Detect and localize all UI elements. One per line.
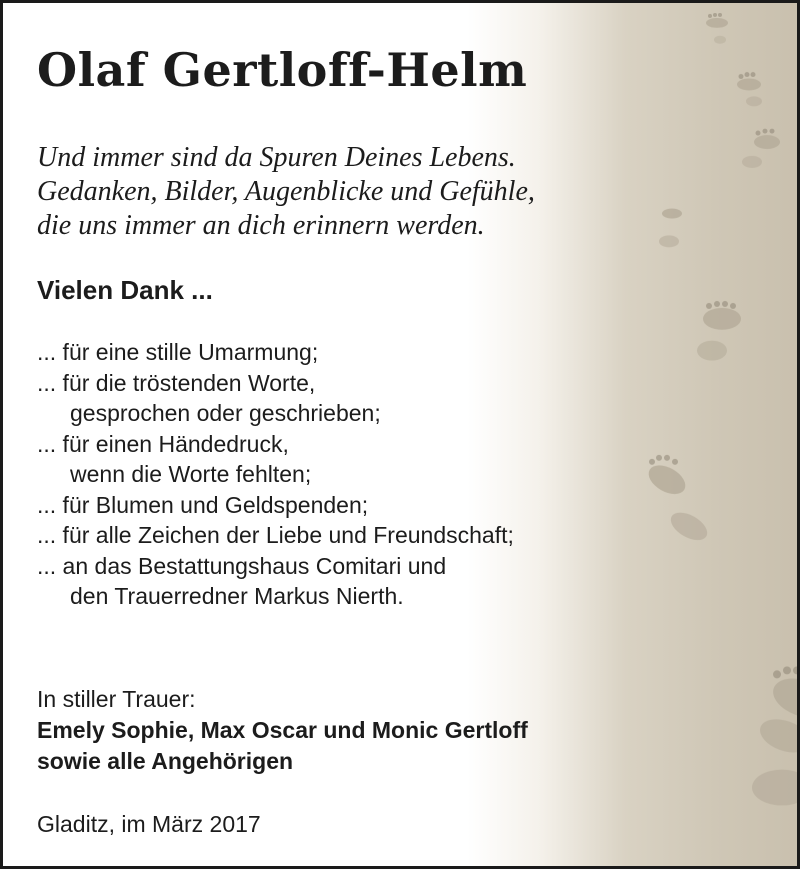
thanks-heading: Vielen Dank ... — [37, 275, 213, 305]
mourning-label: In stiller Trauer: — [37, 686, 196, 712]
thanks-item — [37, 551, 514, 612]
thanks-line: ... an das Bestattungshaus Comitari und — [37, 552, 447, 579]
deceased-name: Olaf Gertloff-Helm — [37, 43, 528, 97]
thanks-line: ... für einen Händedruck, — [37, 430, 289, 457]
mourner-names: Emely Sophie, Max Oscar und Monic Gertloff — [37, 717, 528, 743]
thanks-item — [37, 520, 514, 551]
mourning-section — [37, 684, 528, 777]
thanks-line: ... für alle Zeichen der Liebe und Freundschaft; — [37, 522, 514, 548]
thanks-continuation: gesprochen oder geschrieben; — [70, 400, 381, 426]
thanks-item — [37, 368, 514, 429]
thanks-continuation: wenn die Worte fehlten; — [70, 461, 312, 487]
place-date: Gladitz, im März 2017 — [37, 811, 261, 837]
thanks-line: ... für Blumen und Geldspenden; — [37, 491, 369, 518]
relatives-line: sowie alle Angehörigen — [37, 748, 294, 774]
thanks-list — [37, 337, 514, 612]
thanks-line: ... für die tröstenden Worte, — [37, 369, 316, 396]
thanks-item — [37, 429, 514, 490]
thanks-line: ... für eine stille Umarmung; — [37, 339, 319, 365]
thanks-item — [37, 337, 514, 368]
verse-line: die uns immer an dich erinnern werden. — [37, 210, 485, 241]
memorial-verse — [37, 141, 535, 243]
thanks-item — [37, 490, 514, 521]
verse-line: Gedanken, Bilder, Augenblicke und Gefühle, — [37, 176, 535, 207]
thanks-continuation: den Trauerredner Markus Nierth. — [70, 583, 404, 609]
verse-line: Und immer sind da Spuren Deines Lebens. — [37, 142, 516, 173]
